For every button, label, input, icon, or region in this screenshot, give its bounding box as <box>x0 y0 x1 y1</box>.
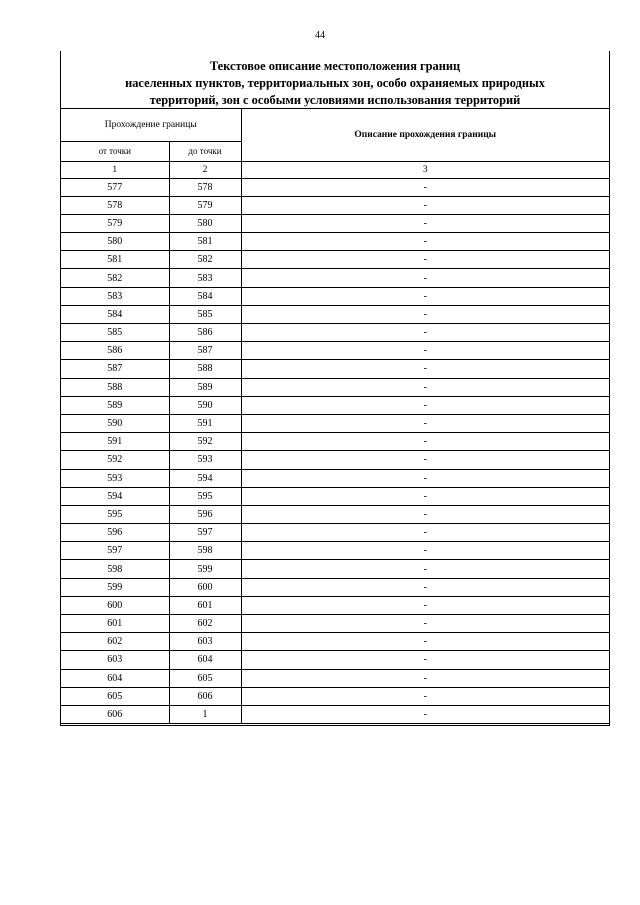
from-point-cell: 591 <box>61 433 169 451</box>
table-row <box>61 342 609 360</box>
to-point-cell: 606 <box>169 687 241 705</box>
header-boundary-passage: Прохождение границы <box>61 109 241 141</box>
to-point-cell: 591 <box>169 414 241 432</box>
table-row <box>61 214 609 232</box>
from-point-cell: 586 <box>61 342 169 360</box>
to-point-cell: 580 <box>169 214 241 232</box>
description-cell: - <box>241 705 609 724</box>
description-cell: - <box>241 305 609 323</box>
table-row <box>61 414 609 432</box>
header-col-number-3: 3 <box>241 161 609 178</box>
description-cell: - <box>241 342 609 360</box>
from-point-cell: 590 <box>61 414 169 432</box>
table-row <box>61 305 609 323</box>
table-row <box>61 633 609 651</box>
to-point-cell: 578 <box>169 178 241 196</box>
description-cell: - <box>241 414 609 432</box>
header-col-number-1: 1 <box>61 161 169 178</box>
from-point-cell: 581 <box>61 251 169 269</box>
description-cell: - <box>241 178 609 196</box>
description-cell: - <box>241 251 609 269</box>
to-point-cell: 593 <box>169 451 241 469</box>
description-cell: - <box>241 269 609 287</box>
table-row <box>61 596 609 614</box>
to-point-cell: 602 <box>169 615 241 633</box>
to-point-cell: 605 <box>169 669 241 687</box>
description-cell: - <box>241 214 609 232</box>
from-point-cell: 594 <box>61 487 169 505</box>
from-point-cell: 587 <box>61 360 169 378</box>
table-body <box>61 178 609 725</box>
description-cell: - <box>241 196 609 214</box>
from-point-cell: 583 <box>61 287 169 305</box>
table-row <box>61 687 609 705</box>
table-row <box>61 578 609 596</box>
to-point-cell: 584 <box>169 287 241 305</box>
table-row <box>61 396 609 414</box>
from-point-cell: 580 <box>61 233 169 251</box>
from-point-cell: 603 <box>61 651 169 669</box>
header-col-number-2: 2 <box>169 161 241 178</box>
to-point-cell: 597 <box>169 524 241 542</box>
table-row <box>61 433 609 451</box>
from-point-cell: 588 <box>61 378 169 396</box>
description-cell: - <box>241 578 609 596</box>
from-point-cell: 592 <box>61 451 169 469</box>
title-line-3: территорий, зон с особыми условиями использования территорий <box>149 93 521 107</box>
description-cell: - <box>241 615 609 633</box>
to-point-cell: 599 <box>169 560 241 578</box>
table-row <box>61 360 609 378</box>
from-point-cell: 584 <box>61 305 169 323</box>
table-row <box>61 524 609 542</box>
title-line-1: Текстовое описание местоположения границ <box>209 59 461 73</box>
document-title <box>61 51 609 109</box>
table-row <box>61 324 609 342</box>
table-row <box>61 378 609 396</box>
table-row <box>61 178 609 196</box>
header-to-point: до точки <box>169 141 241 161</box>
to-point-cell: 588 <box>169 360 241 378</box>
description-cell: - <box>241 596 609 614</box>
table-row <box>61 542 609 560</box>
description-cell: - <box>241 469 609 487</box>
to-point-cell: 589 <box>169 378 241 396</box>
description-cell: - <box>241 560 609 578</box>
description-cell: - <box>241 524 609 542</box>
to-point-cell: 592 <box>169 433 241 451</box>
to-point-cell: 583 <box>169 269 241 287</box>
from-point-cell: 585 <box>61 324 169 342</box>
to-point-cell: 1 <box>169 705 241 724</box>
description-cell: - <box>241 505 609 523</box>
table-row <box>61 705 609 724</box>
table-row <box>61 233 609 251</box>
description-cell: - <box>241 687 609 705</box>
description-cell: - <box>241 487 609 505</box>
from-point-cell: 578 <box>61 196 169 214</box>
to-point-cell: 587 <box>169 342 241 360</box>
header-boundary-description: Описание прохождения границы <box>241 109 609 161</box>
from-point-cell: 598 <box>61 560 169 578</box>
table-row <box>61 560 609 578</box>
description-cell: - <box>241 542 609 560</box>
boundary-description-frame <box>60 51 610 726</box>
from-point-cell: 577 <box>61 178 169 196</box>
description-cell: - <box>241 233 609 251</box>
description-cell: - <box>241 633 609 651</box>
page-number: 44 <box>315 30 325 41</box>
table-row <box>61 196 609 214</box>
from-point-cell: 597 <box>61 542 169 560</box>
to-point-cell: 585 <box>169 305 241 323</box>
to-point-cell: 598 <box>169 542 241 560</box>
description-cell: - <box>241 287 609 305</box>
table-row <box>61 615 609 633</box>
from-point-cell: 601 <box>61 615 169 633</box>
from-point-cell: 602 <box>61 633 169 651</box>
table-row <box>61 251 609 269</box>
from-point-cell: 600 <box>61 596 169 614</box>
from-point-cell: 595 <box>61 505 169 523</box>
from-point-cell: 604 <box>61 669 169 687</box>
to-point-cell: 586 <box>169 324 241 342</box>
to-point-cell: 594 <box>169 469 241 487</box>
header-from-point: от точки <box>61 141 169 161</box>
from-point-cell: 593 <box>61 469 169 487</box>
from-point-cell: 599 <box>61 578 169 596</box>
to-point-cell: 596 <box>169 505 241 523</box>
boundary-table <box>61 109 609 726</box>
to-point-cell: 579 <box>169 196 241 214</box>
to-point-cell: 604 <box>169 651 241 669</box>
to-point-cell: 600 <box>169 578 241 596</box>
table-row <box>61 487 609 505</box>
table-row <box>61 269 609 287</box>
table-row <box>61 451 609 469</box>
to-point-cell: 601 <box>169 596 241 614</box>
description-cell: - <box>241 433 609 451</box>
from-point-cell: 582 <box>61 269 169 287</box>
to-point-cell: 590 <box>169 396 241 414</box>
from-point-cell: 596 <box>61 524 169 542</box>
to-point-cell: 582 <box>169 251 241 269</box>
description-cell: - <box>241 651 609 669</box>
description-cell: - <box>241 378 609 396</box>
table-row <box>61 505 609 523</box>
table-row <box>61 287 609 305</box>
description-cell: - <box>241 451 609 469</box>
table-row <box>61 469 609 487</box>
table-row <box>61 651 609 669</box>
to-point-cell: 603 <box>169 633 241 651</box>
table-row <box>61 669 609 687</box>
description-cell: - <box>241 669 609 687</box>
from-point-cell: 606 <box>61 705 169 724</box>
to-point-cell: 595 <box>169 487 241 505</box>
from-point-cell: 589 <box>61 396 169 414</box>
from-point-cell: 579 <box>61 214 169 232</box>
from-point-cell: 605 <box>61 687 169 705</box>
description-cell: - <box>241 324 609 342</box>
description-cell: - <box>241 396 609 414</box>
title-line-2: населенных пунктов, территориальных зон, особо охраняемых природных <box>125 76 545 90</box>
to-point-cell: 581 <box>169 233 241 251</box>
description-cell: - <box>241 360 609 378</box>
